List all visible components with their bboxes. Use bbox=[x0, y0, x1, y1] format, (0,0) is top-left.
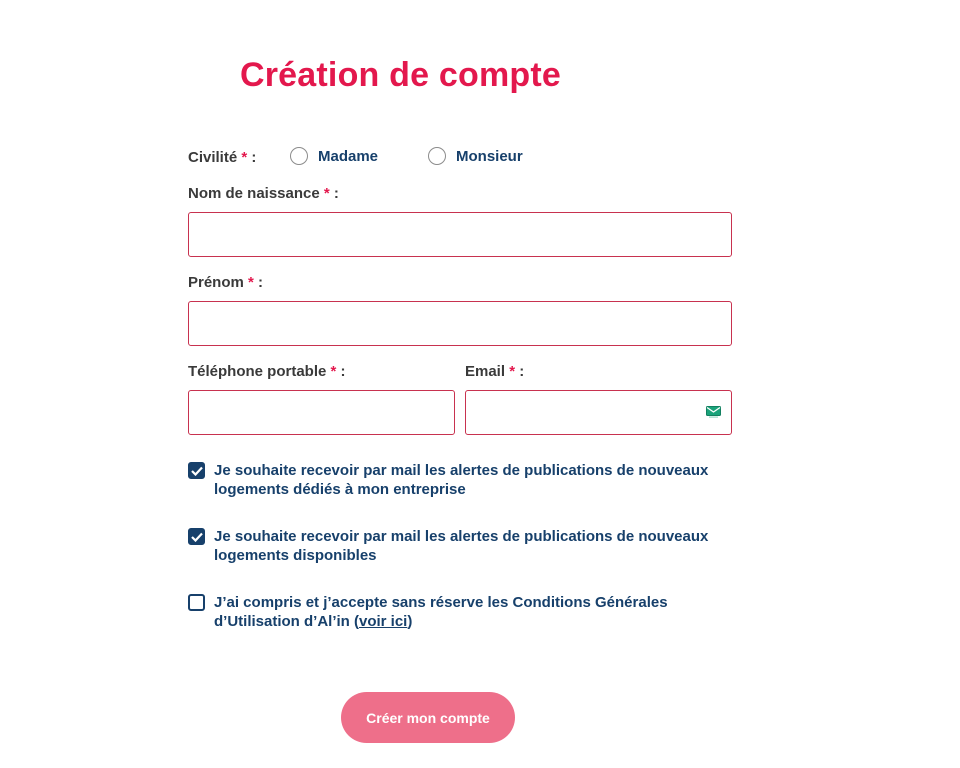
radio-madame-circle[interactable] bbox=[290, 147, 308, 165]
checkbox-row-alerts-available bbox=[188, 527, 733, 565]
cgu-text: J’ai compris et j’accepte sans réserve les Conditions Générales d’Utilisation d’Al’in ( bbox=[214, 594, 668, 630]
required-mark: * bbox=[330, 363, 337, 380]
civilite-label-text: Civilité bbox=[188, 149, 238, 166]
radio-monsieur[interactable] bbox=[428, 147, 523, 165]
radio-monsieur-label[interactable]: Monsieur bbox=[456, 147, 523, 165]
nom-label-text: Nom de naissance bbox=[188, 185, 320, 202]
label-suffix: : bbox=[333, 185, 339, 202]
email-autofill-icon[interactable] bbox=[706, 406, 721, 418]
cgu-text-end: ) bbox=[407, 613, 413, 630]
email-input[interactable] bbox=[465, 390, 732, 435]
required-mark: * bbox=[248, 274, 254, 291]
page-title: Création de compte bbox=[240, 56, 561, 94]
required-mark: * bbox=[509, 363, 516, 380]
prenom-label bbox=[188, 274, 263, 291]
required-mark: * bbox=[241, 149, 248, 166]
prenom-label-text: Prénom bbox=[188, 274, 244, 291]
civilite-label bbox=[188, 149, 256, 166]
checkbox-alerts-available-label[interactable]: Je souhaite recevoir par mail les alertes de publications de nouveaux logements disponibles bbox=[214, 528, 709, 564]
email-label-text: Email bbox=[465, 363, 506, 380]
radio-madame[interactable] bbox=[290, 147, 378, 165]
radio-monsieur-circle[interactable] bbox=[428, 147, 446, 165]
checkbox-alerts-company-label[interactable]: Je souhaite recevoir par mail les alertes de publications de nouveaux logements dédiés à mon entreprise bbox=[214, 462, 709, 498]
telephone-label bbox=[188, 363, 346, 380]
telephone-input[interactable] bbox=[188, 390, 455, 435]
prenom-input[interactable] bbox=[188, 301, 732, 346]
label-suffix: : bbox=[258, 274, 264, 291]
nom-label bbox=[188, 185, 339, 202]
checkbox-cgu[interactable] bbox=[188, 594, 205, 611]
telephone-label-text: Téléphone portable bbox=[188, 363, 327, 380]
label-suffix: : bbox=[519, 363, 525, 380]
create-account-button[interactable]: Créer mon compte bbox=[341, 692, 515, 743]
checkbox-cgu-label[interactable] bbox=[214, 593, 733, 631]
checkbox-row-alerts-company bbox=[188, 461, 733, 499]
checkbox-alerts-company[interactable] bbox=[188, 462, 205, 479]
label-suffix: : bbox=[251, 149, 257, 166]
checkbox-row-cgu bbox=[188, 593, 733, 631]
checkbox-alerts-available[interactable] bbox=[188, 528, 205, 545]
radio-madame-label[interactable]: Madame bbox=[318, 147, 379, 165]
checkmark-icon bbox=[191, 532, 203, 542]
checkmark-icon bbox=[191, 466, 203, 476]
email-label bbox=[465, 363, 524, 380]
nom-input[interactable] bbox=[188, 212, 732, 257]
label-suffix: : bbox=[340, 363, 346, 380]
required-mark: * bbox=[323, 185, 330, 202]
cgu-link[interactable]: voir ici bbox=[359, 613, 408, 630]
